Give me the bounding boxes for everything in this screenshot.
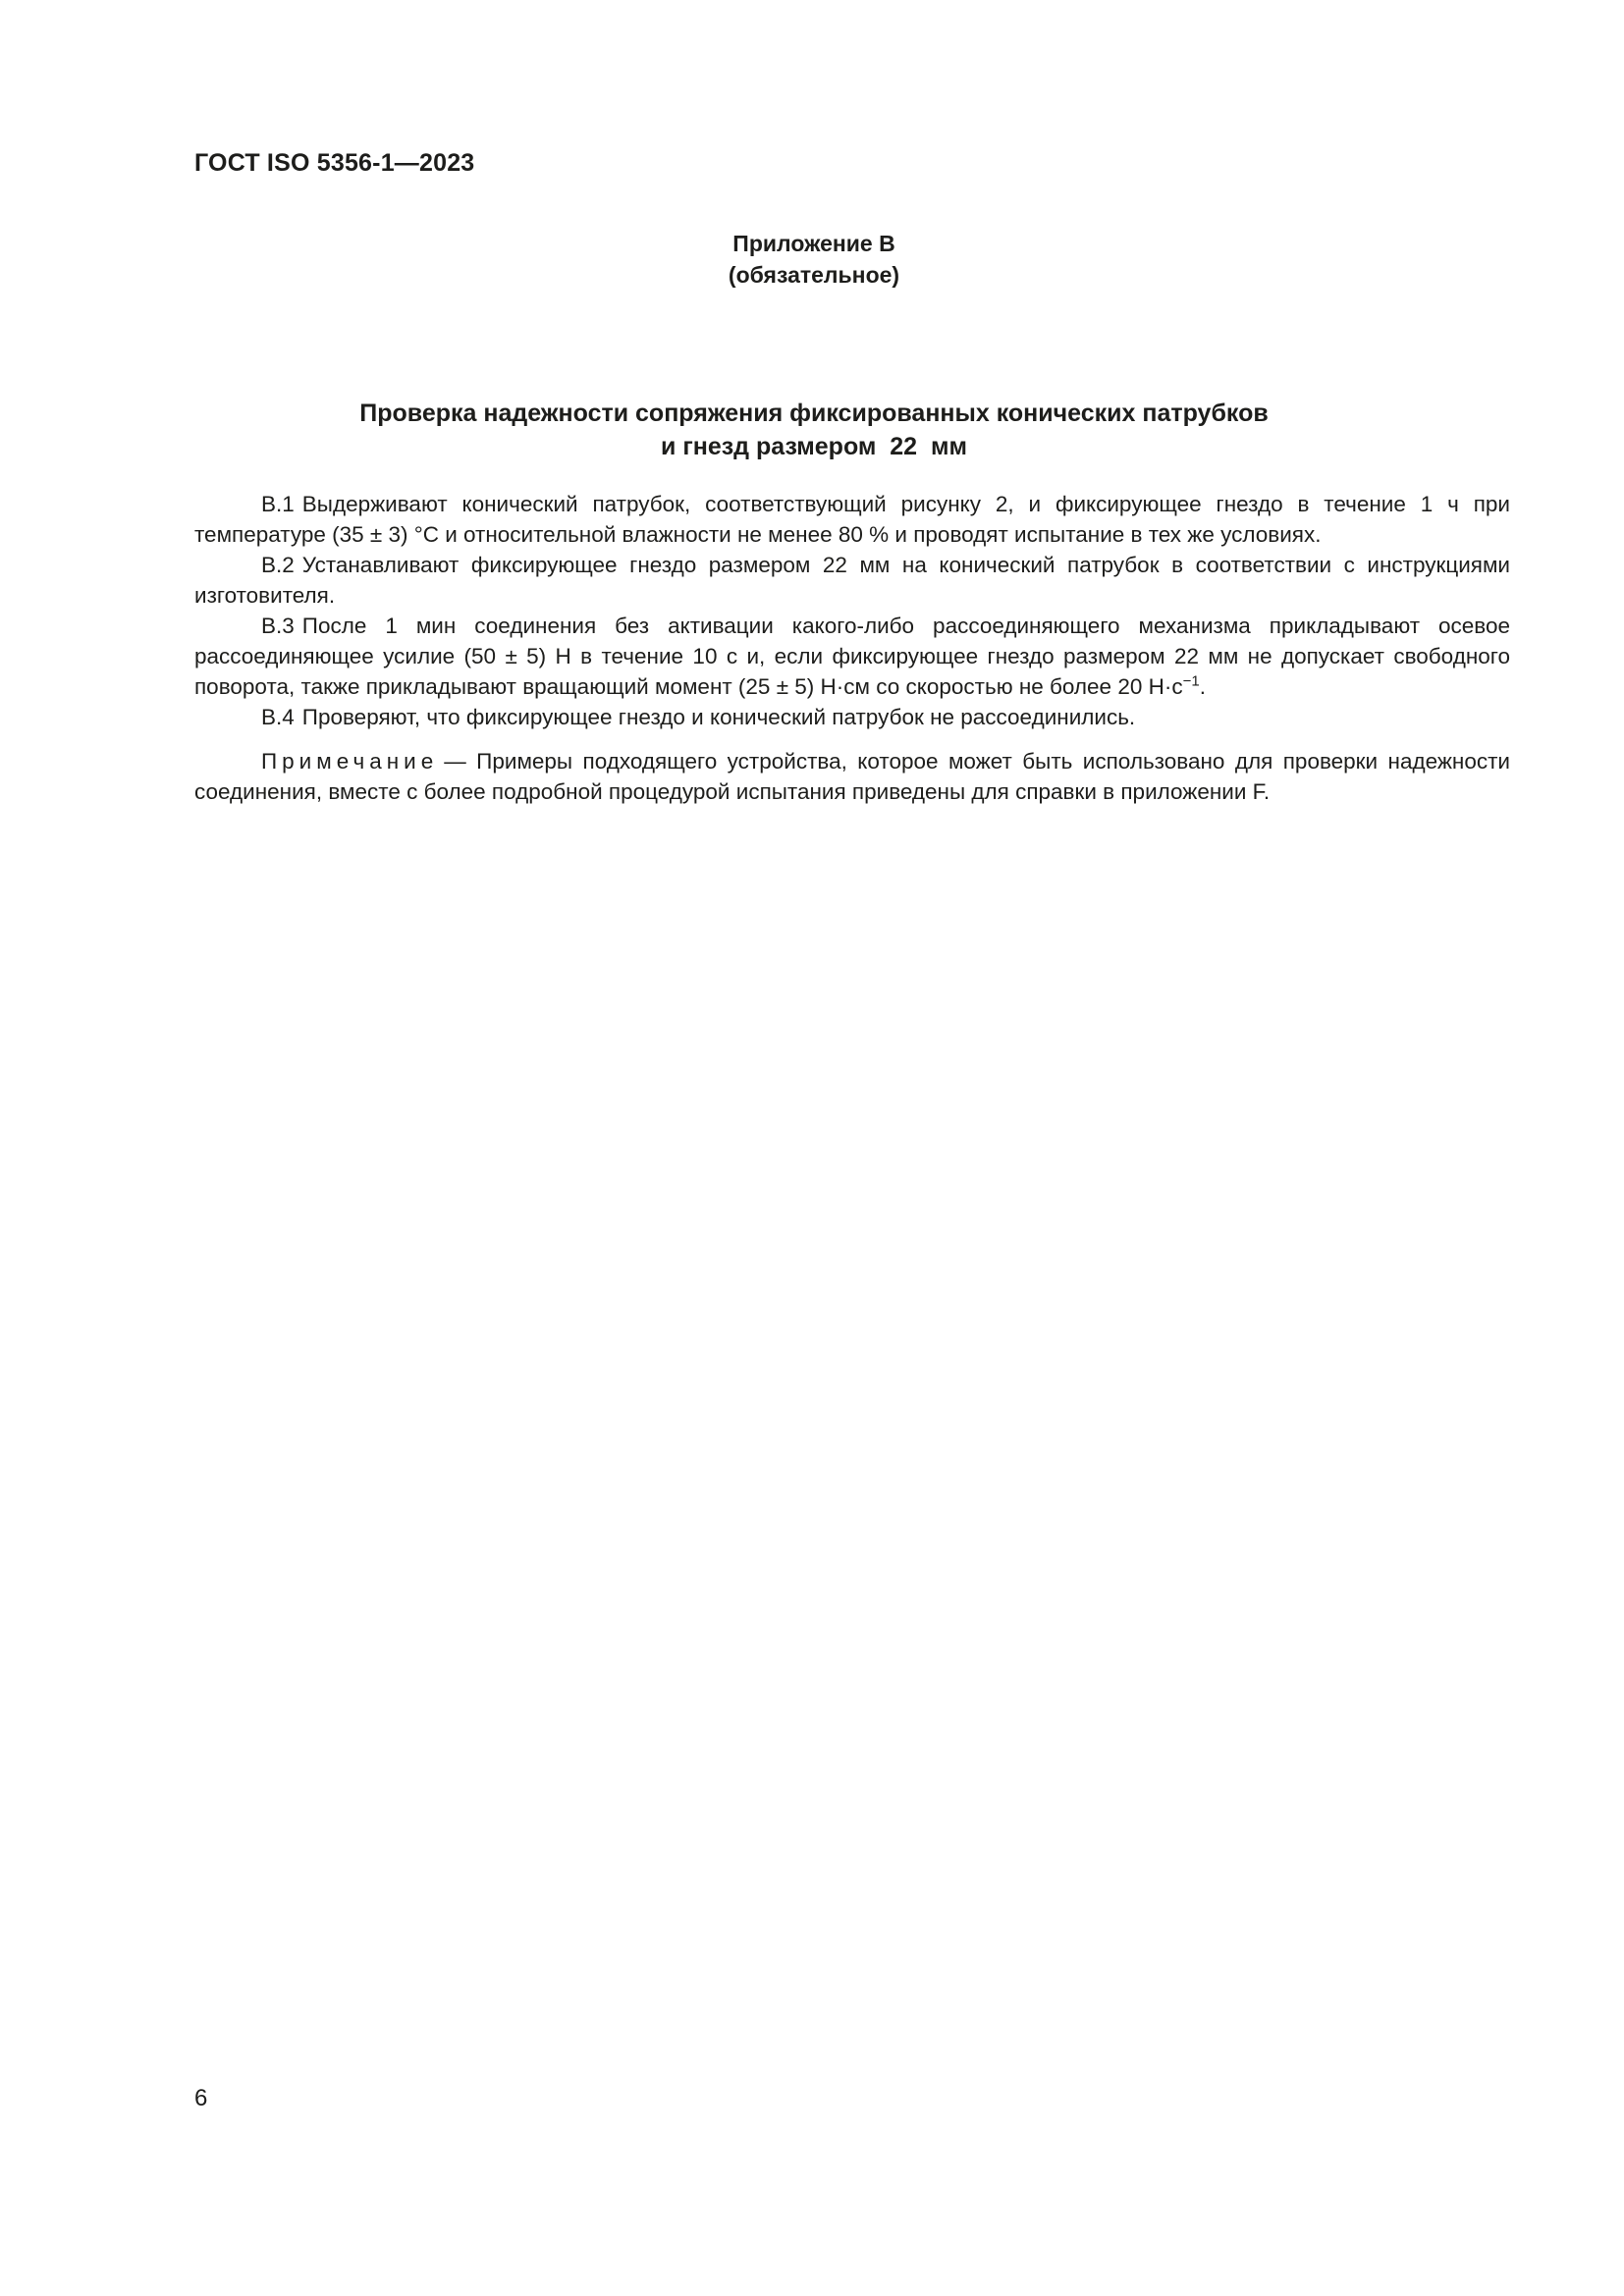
annex-title-line-2: и гнезд размером 22 мм (661, 433, 967, 460)
clause-text: Выдерживают конический патрубок, соответствующий рисунку 2, и фиксирующее гнездо в течение 1 ч при температуре (35 ± 3) °С и относительной влажности не менее 80 % и проводят испытание в тех же условиях. (194, 492, 1510, 547)
annex-title (194, 397, 1434, 463)
clause-text: Устанавливают фиксирующее гнездо размером 22 мм на конический патрубок в соответствии с инструкциями изготовителя. (194, 553, 1510, 608)
clause-b4 (194, 702, 1510, 732)
note (194, 746, 1510, 807)
clause-number: В.2 (261, 553, 295, 577)
annex-status: (обязательное) (728, 262, 900, 288)
page-number: 6 (194, 2085, 208, 2111)
clause-number: В.4 (261, 705, 295, 729)
clause-text: Проверяют, что фиксирующее гнездо и конический патрубок не рассоединились. (301, 705, 1136, 729)
document-code: ГОСТ ISO 5356-1—2023 (194, 149, 475, 177)
clause-b1 (194, 489, 1510, 550)
annex-heading (194, 228, 1434, 291)
clause-tail: . (1199, 674, 1206, 699)
clause-text: После 1 мин соединения без активации какого-либо рассоединяющего механизма прикладывают осевое рассоединяющее усилие (50 ± 5) Н в течение 10 с и, если фиксирующее гнездо размером 22 мм не допускает свободного поворота, также прикладывают вращающий момент (25 ± 5) Н·см со скоростью не более 20 Н·с (194, 614, 1510, 699)
annex-body (194, 489, 1510, 807)
clause-b3 (194, 611, 1510, 702)
annex-title-line-1: Проверка надежности сопряжения фиксированных конических патрубков (359, 400, 1269, 427)
note-text: — Примеры подходящего устройства, которое может быть использовано для проверки надежности соединения, вместе с более подробной процедурой испытания приведены для справки в приложении F. (194, 749, 1510, 804)
annex-label: Приложение В (732, 231, 895, 256)
clause-number: В.1 (261, 492, 295, 516)
clause-b2 (194, 550, 1510, 611)
unit-exponent: −1 (1182, 672, 1200, 690)
note-label: Примечание (261, 749, 439, 774)
clause-number: В.3 (261, 614, 295, 638)
